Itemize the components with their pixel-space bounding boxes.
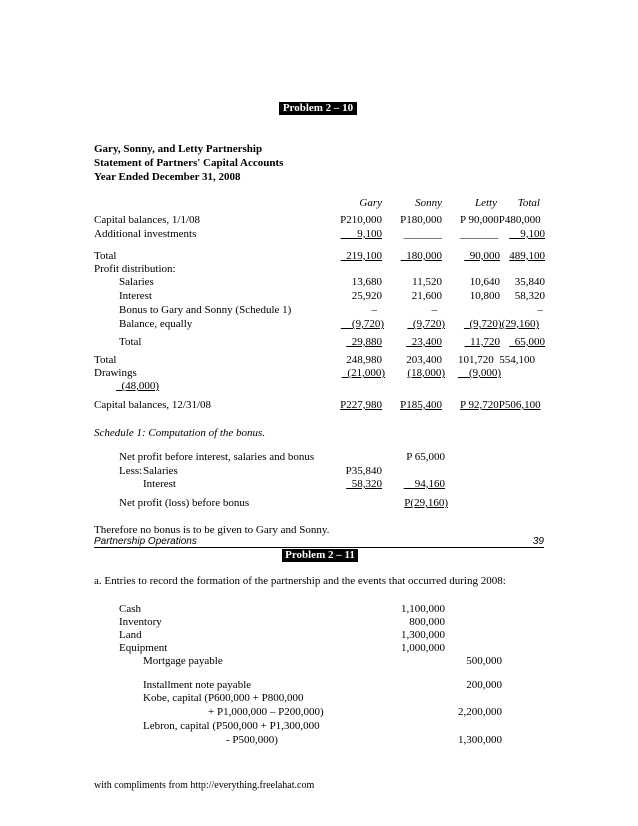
row-label-drawings: Drawings — [94, 367, 137, 379]
cell-interest-total: 58,320 — [514, 290, 545, 302]
cell-total2-sonny: 203,400 — [406, 354, 442, 366]
statement-title-line-3: Year Ended December 31, 2008 — [94, 171, 241, 183]
entry-cash-debit: 1,100,000 — [401, 603, 445, 615]
schedule-interest-label: Interest — [143, 478, 176, 490]
entry-installment-label: Installment note payable — [143, 679, 252, 691]
cell-drawings-gary: _(21,000) — [341, 367, 385, 379]
running-footer-page: 39 — [532, 536, 544, 547]
row-label-additional-investments: Additional investments — [94, 228, 197, 240]
problem-11-intro: a. Entries to record the formation of the partnership and the events that occurred during 2008: — [94, 575, 506, 587]
schedule-net-loss-label: Net profit (loss) before bonus — [119, 497, 250, 509]
cell-totaldist-letty: _11,720 — [464, 336, 500, 348]
row-label-total-2: Total — [94, 354, 117, 366]
entry-kobe-credit: 2,200,000 — [458, 706, 502, 718]
cell-total1-sonny: _180,000 — [400, 250, 442, 262]
row-label-capital-end: Capital balances, 12/31/08 — [94, 399, 211, 411]
schedule-salaries-label: Salaries — [143, 465, 178, 477]
cell-salaries-total: 35,840 — [514, 276, 545, 288]
cell-balance-gary: __(9,720) — [340, 318, 384, 330]
schedule-net-profit-value: P 65,000 — [406, 451, 445, 463]
cell-drawings-total: _(48,000) — [116, 380, 160, 392]
conclusion-text: Therefore no bonus is to be given to Gary and Sonny. — [94, 524, 330, 536]
cell-interest-letty: 10,800 — [469, 290, 500, 302]
schedule-less-label: Less: — [119, 465, 143, 477]
statement-title-line-2: Statement of Partners' Capital Accounts — [94, 157, 284, 169]
cell-balance-sonny: _(9,720) — [407, 318, 445, 330]
cell-additional-gary: ___9,100 — [340, 228, 382, 240]
cell-capitalend-sonny: P185,400 — [400, 399, 442, 411]
cell-additional-letty: _______ — [460, 228, 499, 240]
cell-total1-letty: _90,000 — [464, 250, 500, 262]
cell-total1-total: 489,100 — [509, 250, 545, 262]
problem-11-heading: Problem 2 – 11 — [282, 549, 358, 562]
cell-bonus-gary: – — [371, 304, 377, 316]
cell-interest-gary: 25,920 — [351, 290, 382, 302]
schedule-salaries-value: P35,840 — [345, 465, 382, 477]
row-label-total-1: Total — [94, 250, 117, 262]
cell-capitalend-gary: P227,980 — [340, 399, 382, 411]
row-label-capital-balances: Capital balances, 1/1/08 — [94, 214, 200, 226]
entry-cash-label: Cash — [119, 603, 141, 615]
column-header-letty: Letty — [475, 197, 497, 209]
entry-inventory-label: Inventory — [119, 616, 162, 628]
cell-salaries-letty: 10,640 — [469, 276, 500, 288]
column-header-total: Total — [517, 197, 540, 209]
entry-kobe-line-1: Kobe, capital (P600,000 + P800,000 — [143, 692, 304, 704]
cell-totaldist-gary: _29,880 — [346, 336, 382, 348]
cell-drawings-letty: __(9,000) — [458, 367, 502, 379]
row-label-salaries: Salaries — [119, 276, 154, 288]
entry-kobe-line-2: + P1,000,000 – P200,000) — [208, 706, 324, 718]
cell-balance-letty-total: _(9,720)(29,160) — [464, 318, 540, 330]
entry-land-debit: 1,300,000 — [401, 629, 445, 641]
cell-bonus-total: – — [537, 304, 543, 316]
cell-total2-gary: 248,980 — [346, 354, 382, 366]
cell-capital-letty-total: P 90,000P480,000 — [460, 214, 541, 226]
cell-salaries-gary: 13,680 — [351, 276, 382, 288]
entry-mortgage-label: Mortgage payable — [143, 655, 223, 667]
row-label-interest: Interest — [119, 290, 152, 302]
schedule-net-profit-label: Net profit before interest, salaries and bonus — [119, 451, 315, 463]
cell-interest-sonny: 21,600 — [411, 290, 442, 302]
entry-lebron-credit: 1,300,000 — [458, 734, 502, 746]
page-footer: with compliments from http://everything.freelahat.com — [94, 780, 315, 791]
cell-salaries-sonny: 11,520 — [412, 276, 442, 288]
problem-10-heading: Problem 2 – 10 — [279, 102, 357, 115]
cell-totaldist-sonny: _23,400 — [406, 336, 442, 348]
cell-capitalend-letty-total: P 92,720P506,100 — [460, 399, 541, 411]
statement-title-line-1: Gary, Sonny, and Letty Partnership — [94, 143, 263, 155]
cell-totaldist-total: _65,000 — [509, 336, 545, 348]
entry-land-label: Land — [119, 629, 142, 641]
row-label-profit-distribution: Profit distribution: — [94, 263, 176, 275]
running-footer-title: Partnership Operations — [94, 536, 197, 547]
entry-lebron-line-1: Lebron, capital (P500,000 + P1,300,000 — [143, 720, 320, 732]
cell-total2-letty-total: 101,720 554,100 — [458, 354, 535, 366]
schedule-interest-value: _58,320 — [346, 478, 382, 490]
entry-installment-credit: 200,000 — [466, 679, 502, 691]
cell-additional-total: __9,100 — [509, 228, 545, 240]
schedule-interest-sum: __94,160 — [403, 478, 445, 490]
schedule-title: Schedule 1: Computation of the bonus. — [94, 427, 266, 439]
entry-inventory-debit: 800,000 — [409, 616, 445, 628]
cell-additional-sonny: _______ — [403, 228, 442, 240]
entry-mortgage-credit: 500,000 — [466, 655, 502, 667]
entry-equipment-debit: 1,000,000 — [401, 642, 445, 654]
row-label-balance-equally: Balance, equally — [119, 318, 193, 330]
cell-capital-gary: P210,000 — [340, 214, 382, 226]
row-label-bonus: Bonus to Gary and Sonny (Schedule 1) — [119, 304, 292, 316]
schedule-net-loss-value: P(29,160) — [404, 497, 448, 509]
cell-capital-sonny: P180,000 — [400, 214, 442, 226]
cell-total1-gary: _219,100 — [340, 250, 382, 262]
cell-bonus-sonny: – — [431, 304, 437, 316]
column-header-sonny: Sonny — [415, 197, 442, 209]
entry-equipment-label: Equipment — [119, 642, 168, 654]
cell-drawings-sonny: (18,000) — [407, 367, 445, 379]
entry-lebron-line-2: - P500,000) — [226, 734, 278, 746]
row-label-total-distribution: Total — [119, 336, 142, 348]
running-footer-rule — [94, 547, 544, 548]
column-header-gary: Gary — [359, 197, 382, 209]
